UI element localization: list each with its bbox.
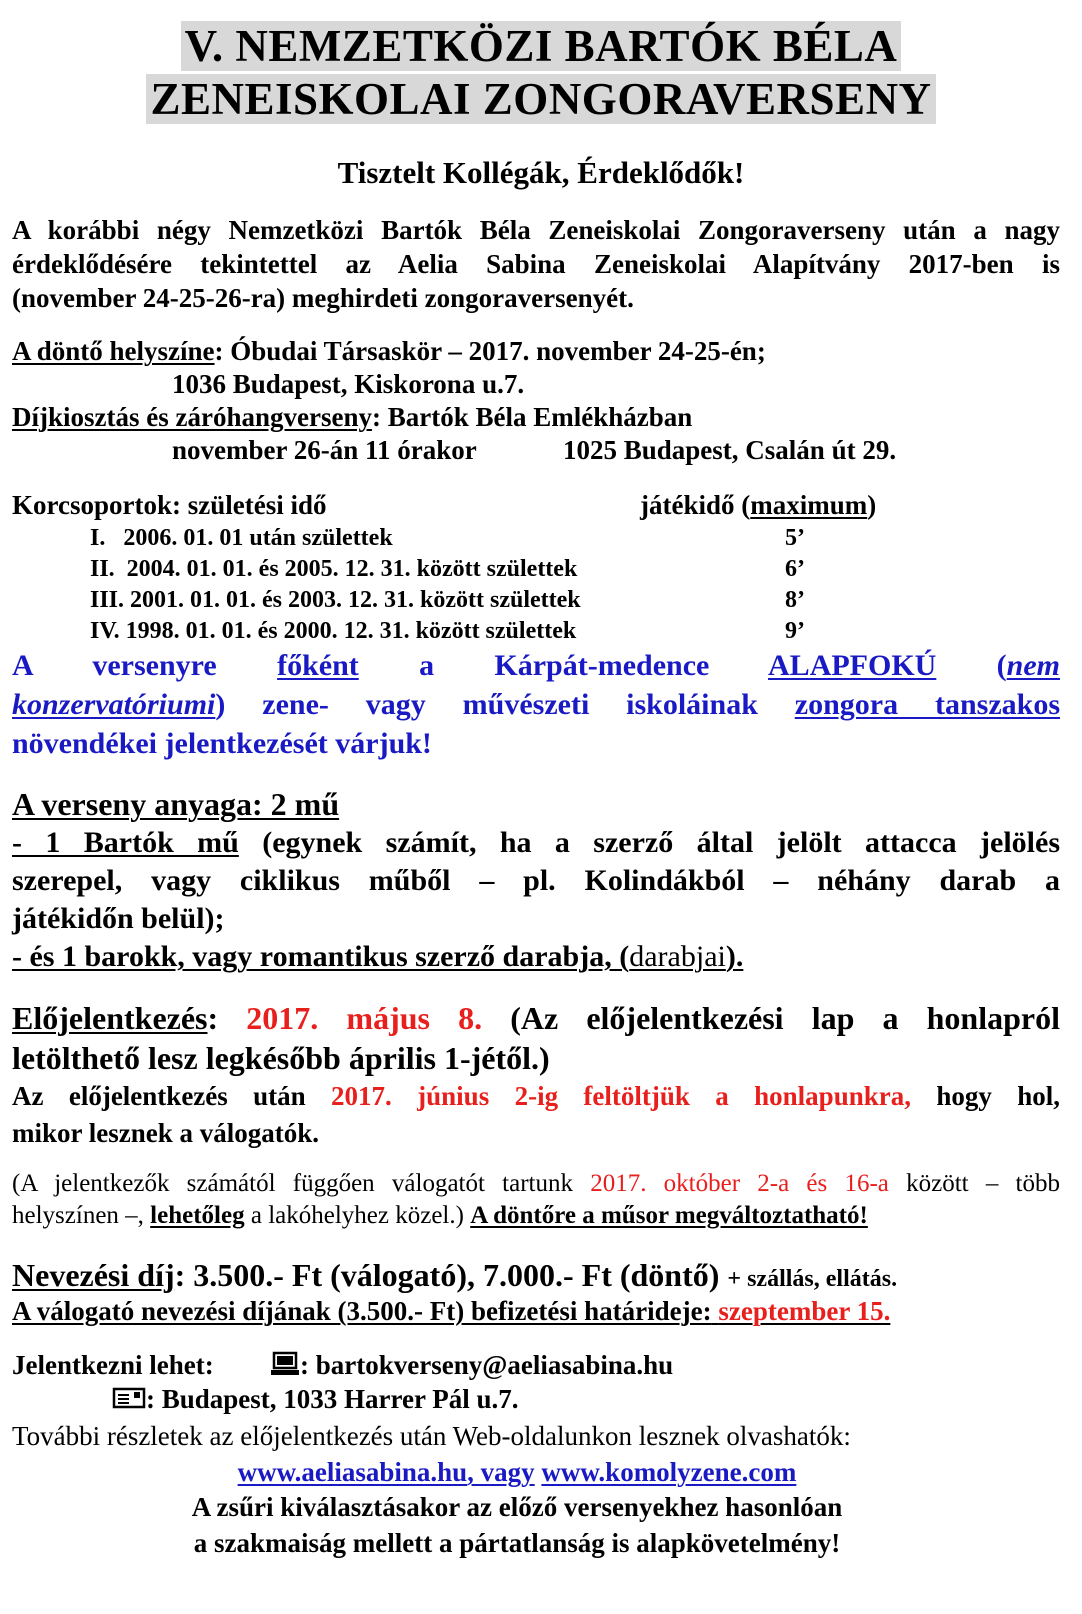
award-venue bbox=[12, 402, 692, 433]
age-group-row: I. 2006. 01. 01 után születtek bbox=[90, 525, 393, 551]
intro-line-1: A korábbi négy Nemzetközi Bartók Béla Zeneiskolai Zongoraverseny után a nagy bbox=[12, 215, 1060, 245]
contact-email: : bartokverseny@aeliasabina.hu bbox=[270, 1350, 673, 1381]
material-item-1-line-3: játékidőn belül); bbox=[12, 902, 225, 935]
closing-line-1: A zsűri kiválasztásakor az előző versenyekhez hasonlóan bbox=[191, 1492, 843, 1522]
intro-line-2: érdeklődésére tekintettel az Aelia Sabina Zeneiskolai Alapítvány 2017-ben is bbox=[12, 249, 1060, 279]
material-item-2: - és 1 barokk, vagy romantikus szerző darabja, (darabjai). bbox=[12, 940, 744, 973]
final-venue-label: A döntő helyszíne bbox=[12, 336, 215, 366]
computer-icon bbox=[270, 1351, 300, 1377]
mail-icon bbox=[112, 1385, 146, 1411]
award-venue-value: : Bartók Béla Emlékházban bbox=[371, 402, 693, 432]
fee-line: Nevezési díj: 3.500.- Ft (válogató), 7.000.- Ft (döntő) + szállás, ellátás. bbox=[12, 1257, 898, 1293]
greeting: Tisztelt Kollégák, Érdeklődők! bbox=[337, 155, 745, 190]
selection-line-1: (A jelentkezők számától függően válogatót tartunk 2017. október 2-a és 16-a között – több bbox=[12, 1170, 1061, 1197]
material-heading: A verseny anyaga: 2 mű bbox=[12, 786, 340, 822]
age-groups-header: Korcsoportok: születési idő bbox=[12, 490, 327, 520]
age-group-row: III. 2001. 01. 01. és 2003. 12. 31. között születtek bbox=[90, 587, 581, 613]
prereg-line-4: mikor lesznek a válogatók. bbox=[12, 1118, 320, 1148]
final-venue-value: : Óbudai Társaskör – 2017. november 24-25-én; bbox=[214, 336, 766, 366]
playing-time-header: játékidő (maximum) bbox=[640, 490, 877, 520]
award-venue-label: Díjkiosztás és záróhangverseny bbox=[12, 402, 372, 432]
age-group-time: 8’ bbox=[785, 587, 805, 613]
material-item-1: - 1 Bartók mű (egynek számít, ha a szerző által jelölt attacca jelölés bbox=[12, 826, 1061, 859]
more-details: További részletek az előjelentkezés után Web-oldalunkon lesznek olvashatók: bbox=[12, 1421, 851, 1451]
award-address: 1025 Budapest, Csalán út 29. bbox=[563, 435, 897, 465]
maximum-label: maximum bbox=[750, 490, 868, 520]
age-group-time: 9’ bbox=[785, 618, 805, 644]
fee-deadline: A válogató nevezési díjának (3.500.- Ft) befizetési határideje: szeptember 15. bbox=[12, 1296, 891, 1326]
selection-line-2: helyszínen –, lehetőleg a lakóhelyhez közel.) A döntőre a műsor megváltoztatható! bbox=[12, 1202, 868, 1229]
target-line-3: növendékei jelentkezését várjuk! bbox=[12, 727, 432, 760]
links: www.aeliasabina.hu, vagy www.komolyzene.com bbox=[237, 1457, 797, 1487]
contact-address: : Budapest, 1033 Harrer Pál u.7. bbox=[112, 1384, 519, 1415]
final-venue-address: 1036 Budapest, Kiskorona u.7. bbox=[172, 369, 525, 399]
prereg-line-3: Az előjelentkezés után 2017. június 2-ig feltöltjük a honlapunkra, hogy hol, bbox=[12, 1081, 1061, 1111]
award-time: november 26-án 11 órakor bbox=[172, 435, 477, 465]
prereg-line-2: letölthető lesz legkésőbb április 1-jétől.) bbox=[12, 1040, 550, 1076]
link-aeliasabina[interactable]: www.aeliasabina.hu bbox=[237, 1457, 468, 1487]
material-item-1-line-2: szerepel, vagy ciklikus műből – pl. Kolindákból – néhány darab a bbox=[12, 864, 1060, 897]
link-komolyzene[interactable]: www.komolyzene.com bbox=[541, 1457, 797, 1487]
contact-label: Jelentkezni lehet: bbox=[12, 1350, 214, 1380]
target-line-2: konzervatóriumi) zene- vagy művészeti iskoláinak zongora tanszakos bbox=[12, 688, 1061, 721]
fee-label: Nevezési díj bbox=[12, 1257, 175, 1293]
prereg-line-1: Előjelentkezés: 2017. május 8. (Az előjelentkezési lap a honlapról bbox=[12, 1000, 1060, 1036]
intro-line-3: (november 24-25-26-ra) meghirdeti zongoraversenyét. bbox=[12, 283, 634, 313]
target-line-1: A versenyre főként a Kárpát-medence ALAPFOKÚ (nem bbox=[12, 649, 1061, 682]
age-group-time: 5’ bbox=[785, 525, 805, 551]
age-group-row: IV. 1998. 01. 01. és 2000. 12. 31. között születtek bbox=[90, 618, 577, 644]
age-group-time: 6’ bbox=[785, 556, 805, 582]
title-line-2: ZENEISKOLAI ZONGORAVERSENY bbox=[0, 73, 1082, 125]
title-line-1: V. NEMZETKÖZI BARTÓK BÉLA bbox=[0, 20, 1082, 72]
closing-line-2: a szakmaiság mellett a pártatlanság is alapkövetelmény! bbox=[193, 1528, 841, 1558]
final-venue bbox=[12, 336, 766, 367]
age-group-row: II. 2004. 01. 01. és 2005. 12. 31. között születtek bbox=[90, 556, 578, 582]
